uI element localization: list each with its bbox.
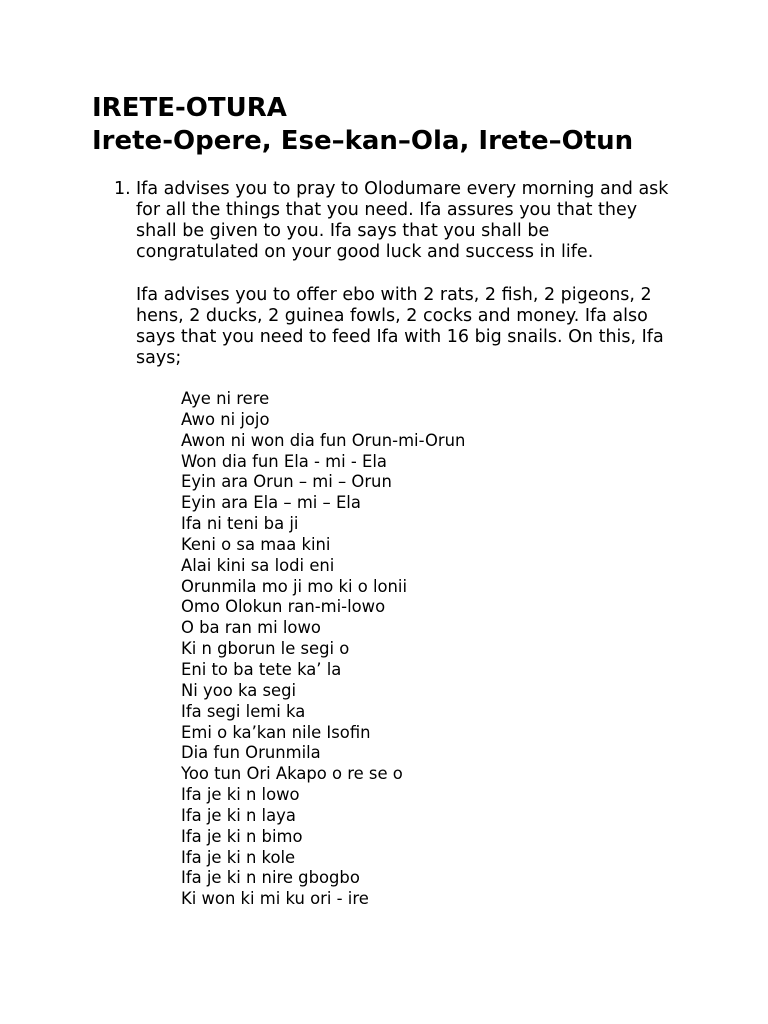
- paragraph-line: says;: [136, 348, 182, 368]
- verse-line: Ifa je ki n bimo: [181, 826, 303, 846]
- document-subtitle: Irete-Opere, Ese–kan–Ola, Irete–Otun: [92, 126, 634, 156]
- verse-line: Yoo tun Ori Akapo o re se o: [181, 764, 403, 784]
- verse-line: Eyin ara Ela – mi – Ela: [181, 493, 361, 513]
- paragraph-line: congratulated on your good luck and success in life.: [136, 242, 594, 262]
- verse-line: Ifa ni teni ba ji: [181, 514, 299, 534]
- document-title: IRETE-OTURA: [92, 93, 287, 123]
- verse-line: Won dia fun Ela - mi - Ela: [181, 451, 387, 471]
- verse-line: Awon ni won dia fun Orun-mi-Orun: [181, 430, 466, 450]
- paragraph-line: says that you need to feed Ifa with 16 big snails. On this, Ifa: [136, 327, 664, 347]
- verse-line: Ni yoo ka segi: [181, 680, 297, 700]
- paragraph-line: shall be given to you. Ifa says that you shall be: [136, 221, 550, 241]
- verse-line: Eyin ara Orun – mi – Orun: [181, 472, 392, 492]
- verse-line: Aye ni rere: [181, 389, 270, 408]
- verse-line: Ifa je ki n lowo: [181, 785, 300, 805]
- paragraph-line: Ifa advises you to offer ebo with 2 rats, 2 fish, 2 pigeons, 2: [136, 285, 652, 305]
- verse-line: Alai kini sa lodi eni: [181, 555, 335, 575]
- paragraph-line: hens, 2 ducks, 2 guinea fowls, 2 cocks and money. Ifa also: [136, 306, 648, 326]
- paragraph-ebo: [136, 285, 664, 369]
- verse-line: Ifa je ki n nire gbogbo: [181, 868, 360, 888]
- verse-line: Omo Olokun ran-mi-lowo: [181, 597, 386, 617]
- list-item-number: 1.: [114, 179, 131, 199]
- verse-line: Ifa je ki n laya: [181, 805, 296, 825]
- verse-line: O ba ran mi lowo: [181, 618, 321, 638]
- verse-line: Ki n gborun le segi o: [181, 639, 350, 659]
- verse-line: Emi o ka’kan nile Isofin: [181, 722, 371, 742]
- verse-line: Awo ni jojo: [181, 409, 270, 429]
- verse-line: Eni to ba tete ka’ la: [181, 659, 342, 679]
- verse-line: Dia fun Orunmila: [181, 743, 321, 763]
- verse-line: Ki won ki mi ku ori - ire: [181, 889, 369, 909]
- verse-line: Orunmila mo ji mo ki o lonii: [181, 576, 408, 596]
- paragraph-line: for all the things that you need. Ifa assures you that they: [136, 200, 638, 220]
- verse-line: Ifa segi lemi ka: [181, 701, 306, 721]
- verse-block: [181, 389, 465, 910]
- paragraph-line: Ifa advises you to pray to Olodumare every morning and ask: [136, 179, 669, 199]
- verse-line: Ifa je ki n kole: [181, 847, 296, 867]
- paragraph-advice: [136, 179, 668, 263]
- verse-line: Keni o sa maa kini: [181, 534, 331, 554]
